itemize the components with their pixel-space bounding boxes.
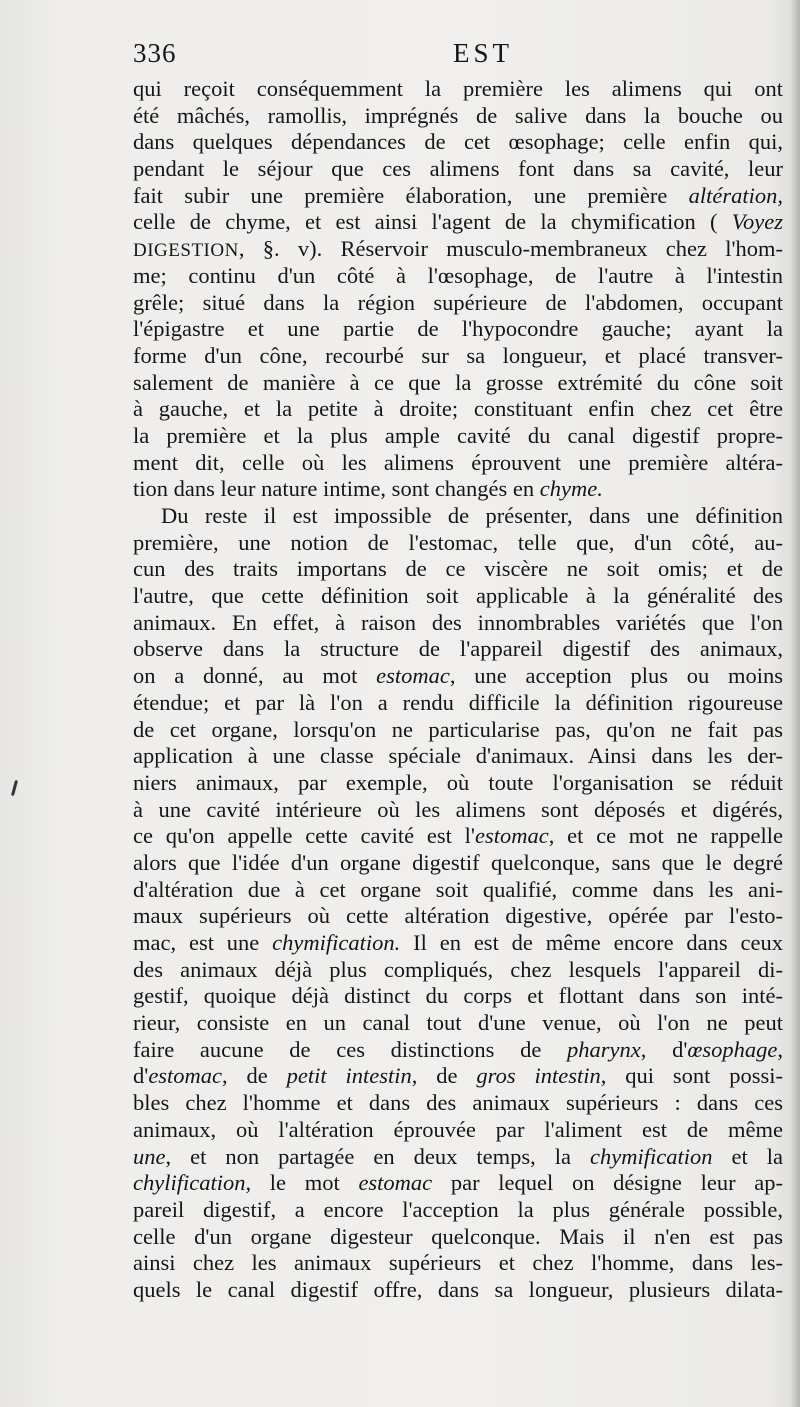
text-line: à gauche, et la petite à droite; constituant enfin chez cet être xyxy=(133,396,783,422)
text-run: , de xyxy=(222,1063,287,1089)
text-run: , une acception plus ou moins xyxy=(449,663,783,689)
text-line xyxy=(133,1037,783,1064)
italic-term: chylification xyxy=(133,1170,246,1196)
italic-term: estomac xyxy=(148,1063,223,1089)
text-line: à une cavité intérieure où les alimens sont déposés et digérés, xyxy=(133,796,783,822)
text-line: bles chez l'homme et dans des animaux supérieurs : dans ces xyxy=(133,1090,783,1116)
italic-term: altération, xyxy=(688,182,783,208)
text-line xyxy=(133,209,783,236)
text-line xyxy=(133,183,783,210)
text-line: première, une notion de l'estomac, telle que, d'un côté, au- xyxy=(133,529,783,555)
text-line: l'épigastre et une partie de l'hypocondre gauche; ayant la xyxy=(133,316,783,342)
text-line: quels le canal digestif offre, dans sa longueur, plusieurs dilata- xyxy=(133,1276,783,1302)
italic-term: chymification xyxy=(590,1143,713,1169)
text-line: étendue; et par là l'on a rendu difficile la définition rigoureuse xyxy=(133,689,783,715)
italic-term: Voyez xyxy=(731,209,783,235)
text-line xyxy=(133,663,783,690)
text-line: dans quelques dépendances de cet œsophage; celle enfin qui, xyxy=(133,129,783,155)
italic-term: estomac xyxy=(376,663,450,689)
text-run: , d' xyxy=(640,1036,688,1062)
text-line: gestif, quoique déjà distinct du corps et flottant dans son inté- xyxy=(133,983,783,1009)
margin-ink-mark xyxy=(11,780,18,796)
text-line: animaux, où l'altération éprouvée par l'aliment est de même xyxy=(133,1116,783,1142)
text-run: celle de chyme, et est ainsi l'agent de la chymification ( xyxy=(133,209,732,235)
running-head: EST xyxy=(452,38,513,68)
italic-term: chymification. xyxy=(272,930,401,955)
text-run: tion dans leur nature intime, sont changés en xyxy=(133,476,540,502)
italic-term: gros intestin xyxy=(476,1063,601,1089)
text-run: , qui sont possi- xyxy=(600,1063,783,1089)
text-run: et la xyxy=(712,1143,783,1169)
text-run: par lequel on désigne leur ap- xyxy=(432,1170,783,1196)
text-run: ce qu'on appelle cette cavité est l' xyxy=(133,823,475,849)
text-run: Il en est de même encore dans ceux xyxy=(400,930,783,955)
italic-term: petit intestin xyxy=(286,1063,412,1089)
text-line: maux supérieurs où cette altération digestive, opérée par l'esto- xyxy=(133,903,783,929)
text-run: d' xyxy=(133,1063,149,1089)
text-line: ainsi chez les animaux supérieurs et chez l'homme, dans les- xyxy=(133,1250,783,1276)
page-header xyxy=(133,38,783,74)
text-line xyxy=(133,1170,783,1197)
italic-term: œsophage xyxy=(687,1036,778,1062)
text-line: qui reçoit conséquemment la première les alimens qui ont xyxy=(133,76,783,101)
text-run: fait subir une première élaboration, une première xyxy=(133,182,689,208)
page-number: 336 xyxy=(133,38,177,68)
text-line: salement de manière à ce que la grosse extrémité du cône soit xyxy=(133,369,783,395)
text-line: l'autre, que cette définition soit applicable à la généralité des xyxy=(133,583,783,609)
text-run: , le mot xyxy=(245,1170,359,1196)
text-run: , de xyxy=(411,1063,477,1089)
text-run: mac, est une xyxy=(133,930,273,955)
text-run: , et non partagée en deux temps, la xyxy=(165,1143,591,1169)
italic-term: une xyxy=(133,1143,166,1169)
text-line xyxy=(133,930,783,957)
text-line: pendant le séjour que ces alimens font dans sa cavité, leur xyxy=(133,156,783,182)
text-line: observe dans la structure de l'appareil digestif des animaux, xyxy=(133,636,783,662)
small-caps-reference: DIGESTION xyxy=(133,240,239,262)
italic-term: pharynx xyxy=(567,1036,641,1062)
text-line: la première et la plus ample cavité du canal digestif propre- xyxy=(133,422,783,448)
italic-term: estomac xyxy=(474,823,549,849)
text-line: rieur, consiste en un canal tout d'une venue, où l'on ne peut xyxy=(133,1010,783,1036)
text-line: celle d'un organe digesteur quelconque. Mais il n'en est pas xyxy=(133,1223,783,1249)
text-line xyxy=(133,236,783,263)
text-run: on a donné, au mot xyxy=(133,663,377,689)
text-line xyxy=(133,823,783,850)
text-line: animaux. En effet, à raison des innombrables variétés que l'on xyxy=(133,609,783,635)
text-line: des animaux déjà plus compliqués, chez lesquels l'appareil di- xyxy=(133,956,783,982)
text-line: d'altération due à cet organe soit qualifié, comme dans les ani- xyxy=(133,876,783,902)
text-line: pareil digestif, a encore l'acception la plus générale possible, xyxy=(133,1196,783,1222)
text-line xyxy=(133,1144,783,1171)
text-line: Du reste il est impossible de présenter, dans une définition xyxy=(161,503,783,528)
text-line: de cet organe, lorsqu'on ne particularise pas, qu'on ne fait pas xyxy=(133,716,783,742)
text-run: , et ce mot ne rappelle xyxy=(548,823,784,849)
text-line: ment dit, celle où les alimens éprouvent une première altéra- xyxy=(133,449,783,475)
text-line: cun des traits importans de ce viscère ne soit omis; et de xyxy=(133,556,783,582)
text-line xyxy=(133,476,783,503)
text-run: faire aucune de ces distinctions de xyxy=(133,1036,568,1062)
body-text xyxy=(133,76,783,1304)
text-line xyxy=(133,1063,783,1090)
text-line: application à une classe spéciale d'animaux. Ainsi dans les der- xyxy=(133,743,783,769)
text-line: été mâchés, ramollis, imprégnés de salive dans la bouche ou xyxy=(133,102,783,128)
text-line: me; continu d'un côté à l'œsophage, de l'autre à l'intestin xyxy=(133,262,783,288)
text-run: , xyxy=(777,1036,783,1062)
text-line: forme d'un cône, recourbé sur sa longueur, et placé transver- xyxy=(133,342,783,368)
text-line: niers animaux, par exemple, où toute l'organisation se réduit xyxy=(133,769,783,795)
text-line: grêle; situé dans la région supérieure de l'abdomen, occupant xyxy=(133,289,783,315)
page-edge-shadow xyxy=(790,0,800,1407)
text-run: , §. v). Réservoir musculo-membraneux chez l'hom- xyxy=(238,236,783,262)
text-line: alors que l'idée d'un organe digestif quelconque, sans que le degré xyxy=(133,849,783,875)
italic-term: estomac xyxy=(358,1170,433,1196)
italic-term: chyme. xyxy=(539,476,603,502)
